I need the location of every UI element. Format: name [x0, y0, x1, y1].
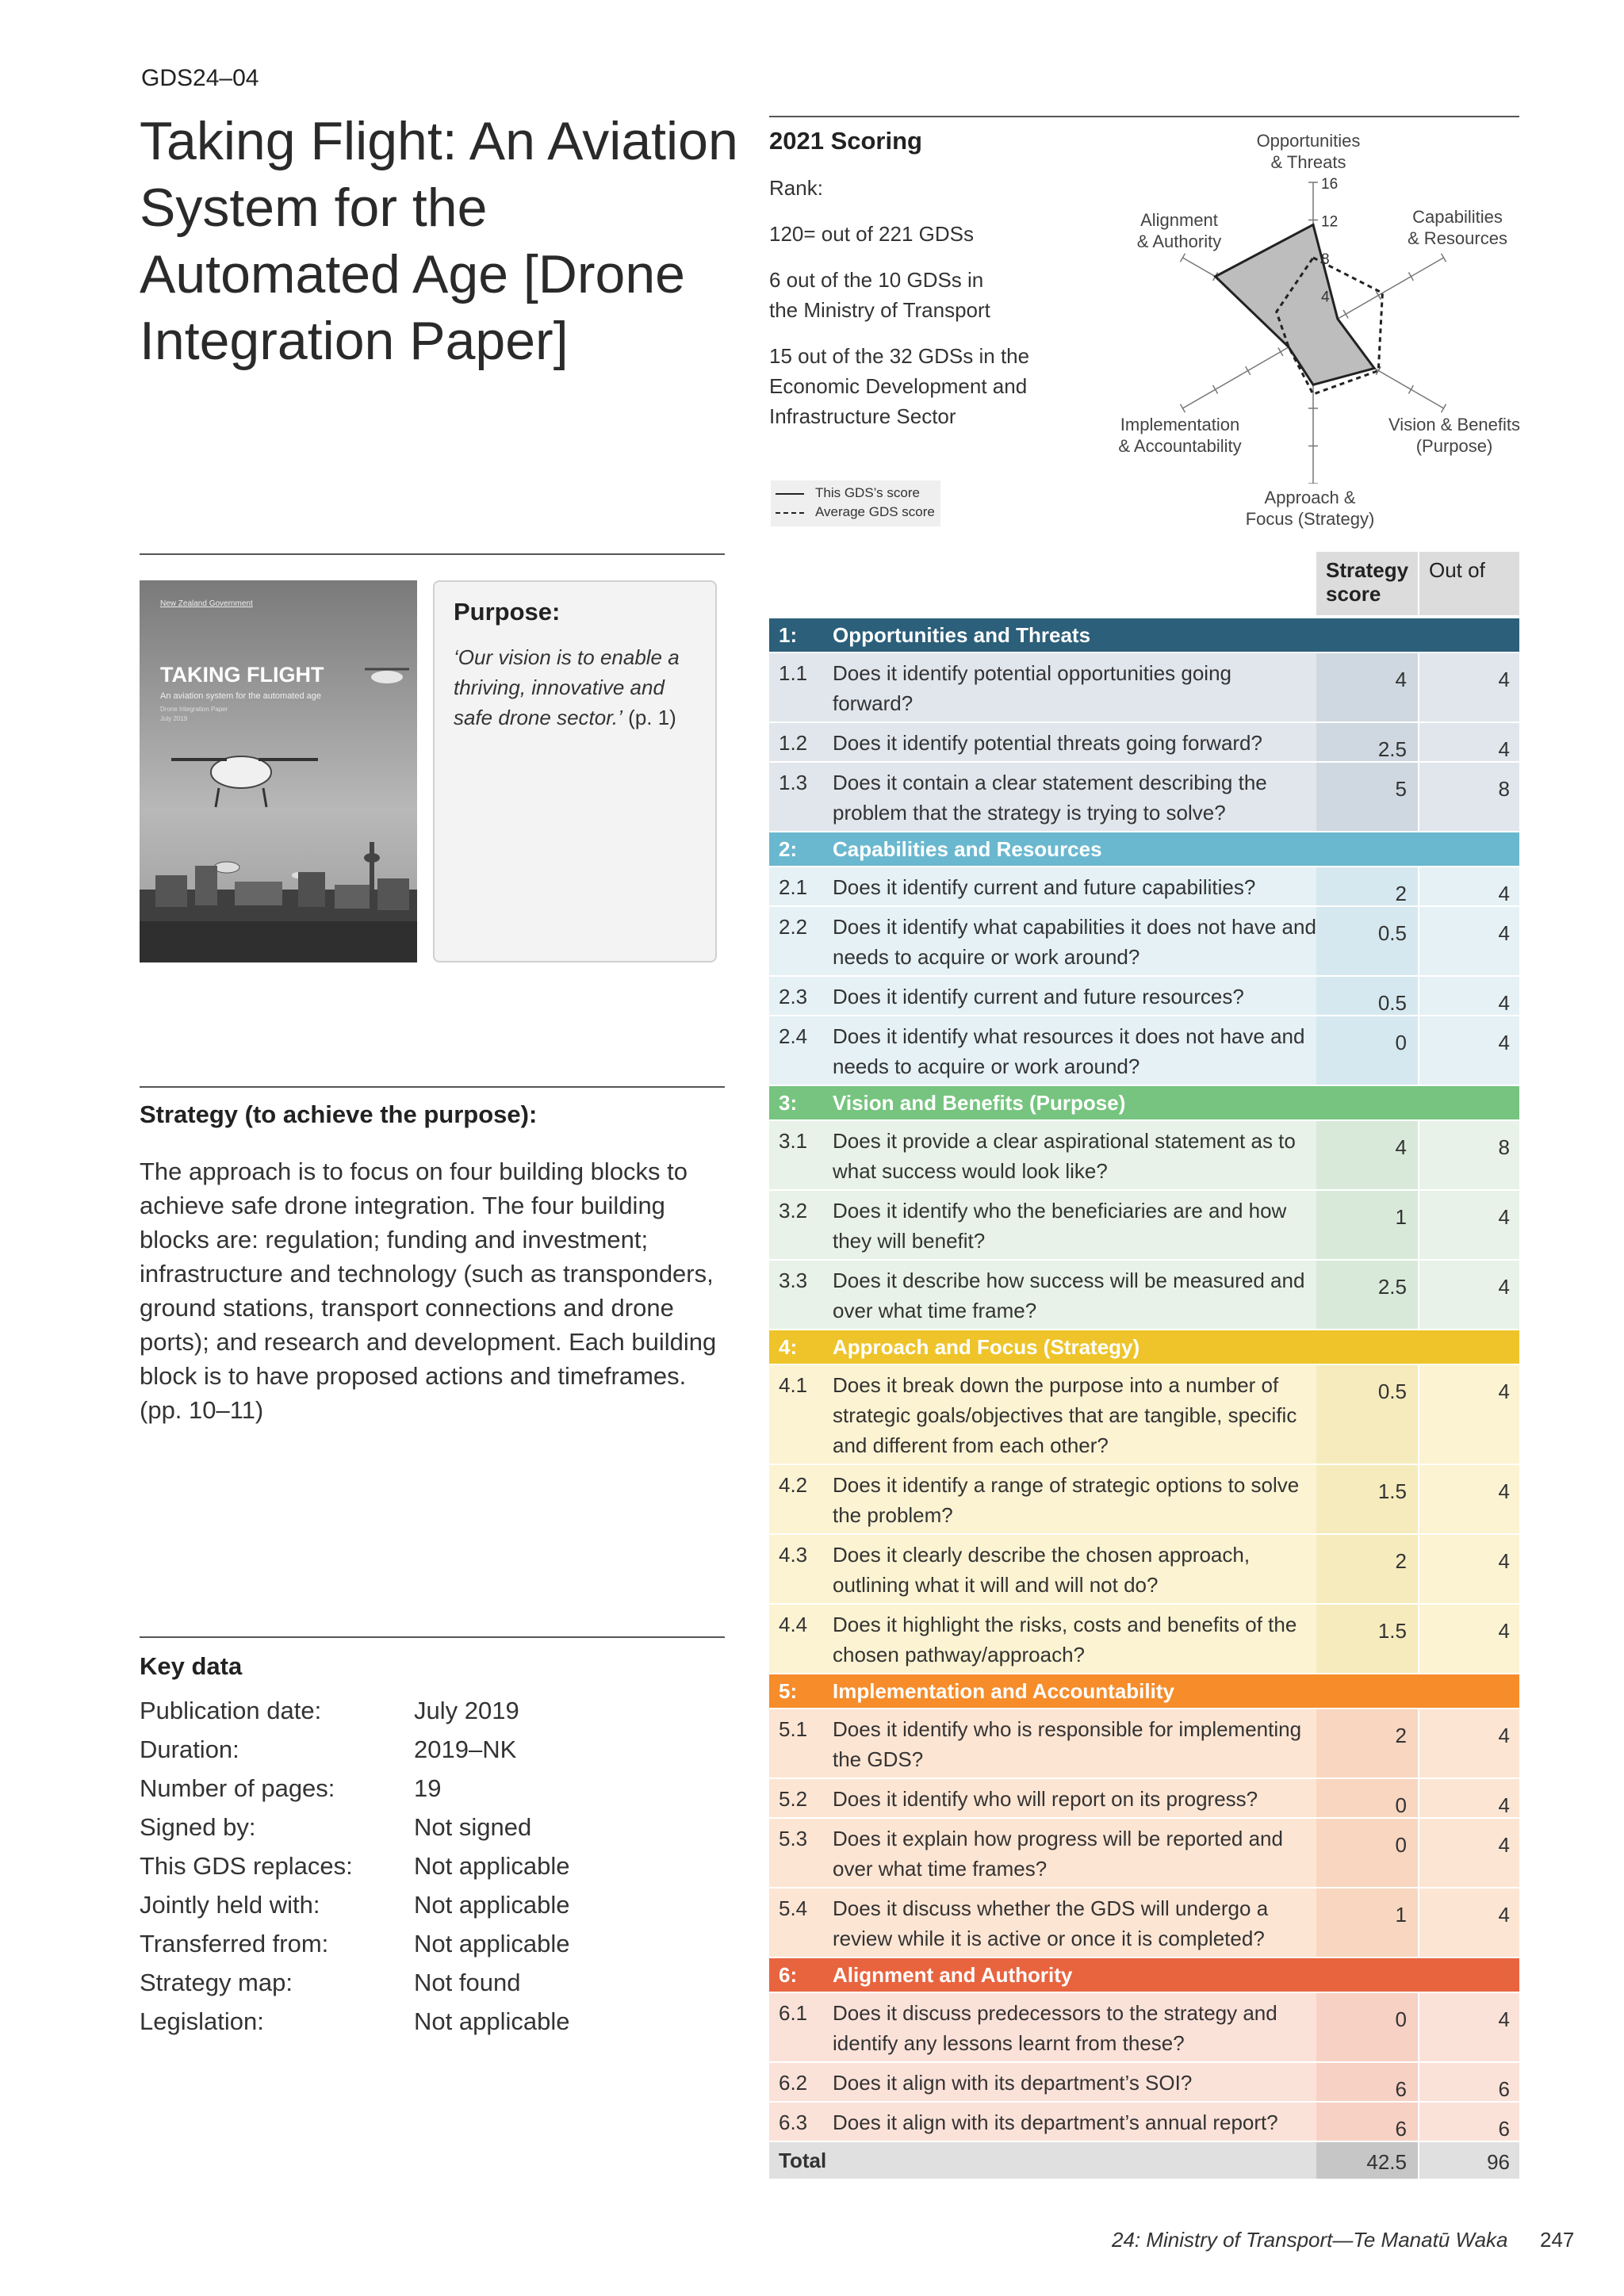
table-row: [769, 867, 1519, 905]
cover-gov-label: New Zealand Government: [160, 599, 253, 608]
section-header: [769, 1086, 1519, 1119]
strategy-text: The approach is to focus on four building blocks to achieve safe drone integration. The four building blocks are: regulation; funding and investment; infrastructure and technology (such as transponders, ground stations, transport connections and drone ports); and research and development. Each building block is to have proposed actions and timeframes. (pp. 10–11): [140, 1158, 717, 1424]
section-number: 5:: [779, 1679, 798, 1703]
out-of-score: 4: [1498, 2007, 1510, 2031]
legend-dashed-line-icon: [776, 512, 804, 514]
rank-ministry: 6 out of the 10 GDSs in: [769, 268, 984, 292]
question-number: 5.4: [779, 1896, 808, 1920]
radar-tick-mark: [1442, 404, 1446, 412]
purpose-heading: Purpose:: [454, 598, 561, 626]
key-data-value: 2019–NK: [414, 1735, 517, 1763]
strategy-score: 2.5: [1377, 1275, 1407, 1299]
footer-text: 24: Ministry of Transport—Te Manatū Waka: [1112, 2228, 1508, 2252]
out-of-score: 8: [1498, 1135, 1510, 1159]
strategy-score: 5: [1395, 777, 1407, 801]
out-of-score: 4: [1498, 991, 1510, 1015]
section-header: [769, 618, 1519, 652]
question-number: 2.1: [779, 875, 808, 899]
section-header: [769, 832, 1519, 866]
radar-axis-label-line: Approach &: [1264, 488, 1356, 507]
radar-axis-label-line: & Threats: [1270, 152, 1346, 172]
radar-tick-mark: [1343, 310, 1348, 318]
key-data-heading: Key data: [140, 1652, 243, 1680]
question-number: 4.2: [779, 1473, 808, 1497]
table-row: [769, 1535, 1519, 1603]
out-of-score: 4: [1498, 737, 1510, 761]
question-number: 5.3: [779, 1827, 808, 1850]
question-text: Does it discuss predecessors to the strategy and identify any lessons learnt from these?: [833, 2001, 1277, 2055]
question-text: Does it identify who the beneficiaries are and how they will benefit?: [833, 1199, 1287, 1253]
legend-label: Average GDS score: [815, 504, 935, 519]
total-score: 42.5: [1366, 2150, 1407, 2174]
question-number: 4.4: [779, 1613, 808, 1636]
key-data-value: Not applicable: [414, 2007, 570, 2035]
strategy-score: 6: [1395, 2117, 1407, 2141]
out-of-score: 6: [1498, 2117, 1510, 2141]
radar-axis-label-line: Capabilities: [1412, 207, 1503, 227]
radar-axis-label-line: Focus (Strategy): [1245, 509, 1375, 529]
column-header-score: Strategy score: [1316, 552, 1418, 615]
table-row: [769, 1016, 1519, 1085]
key-data-label: Signed by:: [140, 1813, 256, 1841]
out-of-score: 4: [1498, 1549, 1510, 1573]
section-title: Vision and Benefits (Purpose): [833, 1091, 1126, 1115]
question-text: Does it clearly describe the chosen approach, outlining what it will and will not do?: [833, 1543, 1251, 1597]
question-text: Does it identify who is responsible for implementing the GDS?: [833, 1717, 1302, 1771]
radar-axis-label: [1394, 206, 1521, 249]
radar-axis-label-line: Alignment: [1140, 210, 1218, 230]
total-row: [769, 2142, 1519, 2179]
question-text: Does it contain a clear statement describing the problem that the strategy is trying to solve?: [833, 771, 1267, 825]
strategy-score: 0: [1395, 1031, 1407, 1054]
total-out-of: 96: [1487, 2150, 1510, 2174]
section-number: 3:: [779, 1091, 798, 1115]
out-of-score: 4: [1498, 882, 1510, 905]
question-text: Does it highlight the risks, costs and benefits of the chosen pathway/approach?: [833, 1613, 1297, 1667]
radar-axis-label: [1232, 487, 1388, 530]
section-title: Approach and Focus (Strategy): [833, 1335, 1140, 1359]
strategy-score: 2: [1395, 1724, 1407, 1747]
radar-axis-label-line: (Purpose): [1415, 436, 1493, 456]
question-text: Does it explain how progress will be reported and over what time frames?: [833, 1827, 1283, 1881]
question-number: 4.1: [779, 1373, 808, 1397]
purpose-ref: (p. 1): [622, 706, 676, 729]
strategy-score: 2: [1395, 882, 1407, 905]
section-header: [769, 1958, 1519, 1992]
divider: [140, 1636, 725, 1638]
radar-axis-label-line: & Resources: [1408, 228, 1507, 248]
page-title: Taking Flight: An Aviation System for the Automated Age [Drone Integration Paper]: [140, 111, 738, 371]
radar-tick-mark: [1442, 254, 1446, 262]
question-text: Does it identify current and future capabilities?: [833, 875, 1256, 899]
question-number: 1.2: [779, 731, 808, 755]
key-data-label: This GDS replaces:: [140, 1852, 353, 1880]
radar-tick-mark: [1408, 273, 1413, 281]
out-of-score: 4: [1498, 1619, 1510, 1643]
strategy-score: 0: [1395, 2007, 1407, 2031]
question-number: 3.2: [779, 1199, 808, 1223]
strategy-score: 4: [1395, 1135, 1407, 1159]
question-number: 4.3: [779, 1543, 808, 1567]
question-text: Does it identify what resources it does not have and needs to acquire or work around?: [833, 1024, 1305, 1078]
strategy-score: 1.5: [1377, 1479, 1407, 1503]
radar-tick-mark: [1376, 291, 1381, 299]
key-data-value: 19: [414, 1774, 442, 1802]
section-number: 1:: [779, 623, 798, 647]
key-data-label: Legislation:: [140, 2007, 264, 2035]
table-row: [769, 1779, 1519, 1817]
cover-date: July 2019: [160, 715, 188, 722]
radar-axis-label-line: Vision & Benefits: [1388, 415, 1520, 434]
rank-overall: 120= out of 221 GDSs: [769, 222, 975, 246]
question-text: Does it align with its department’s SOI?: [833, 2071, 1193, 2095]
purpose-box: [433, 580, 717, 962]
key-data-value: July 2019: [414, 1697, 519, 1724]
key-data-label: Transferred from:: [140, 1930, 329, 1957]
cover-subtitle: An aviation system for the automated age: [160, 691, 322, 701]
rank-sector: Economic Development and: [769, 374, 1028, 398]
radar-tick-label: 8: [1321, 251, 1330, 268]
out-of-score: 4: [1498, 668, 1510, 691]
strategy-score: 0: [1395, 1793, 1407, 1817]
question-number: 2.4: [779, 1024, 808, 1048]
section-number: 2:: [779, 837, 798, 861]
out-of-score: 4: [1498, 1479, 1510, 1503]
key-data-value: Not applicable: [414, 1891, 570, 1919]
question-number: 2.2: [779, 915, 808, 939]
radar-tick-mark: [1408, 385, 1413, 393]
out-of-score: 4: [1498, 921, 1510, 945]
table-row: [769, 1888, 1519, 1957]
question-number: 3.1: [779, 1129, 808, 1153]
key-data-value: Not applicable: [414, 1930, 570, 1957]
section-number: 6:: [779, 1963, 798, 1987]
rank-label: Rank:: [769, 176, 823, 200]
key-data-value: Not applicable: [414, 1852, 570, 1880]
question-text: Does it identify potential threats going forward?: [833, 731, 1262, 755]
strategy-score: 6: [1395, 2077, 1407, 2101]
legend-solid-line-icon: [776, 493, 804, 495]
radar-axis-label-line: & Authority: [1136, 232, 1222, 251]
radar-axis-label-line: Opportunities: [1256, 131, 1361, 151]
radar-axis-label-line: Implementation: [1120, 415, 1240, 434]
radar-tick-mark: [1213, 385, 1218, 393]
table-row: [769, 907, 1519, 975]
key-data-label: Duration:: [140, 1735, 239, 1763]
table-row: [769, 1121, 1519, 1189]
key-data-label: Jointly held with:: [140, 1891, 320, 1919]
out-of-score: 4: [1498, 1724, 1510, 1747]
key-data-label: Strategy map:: [140, 1969, 293, 1996]
out-of-score: 6: [1498, 2077, 1510, 2101]
strategy-score: 0.5: [1377, 921, 1407, 945]
question-text: Does it identify potential opportunities going forward?: [833, 661, 1231, 715]
question-text: Does it identify what capabilities it does not have and needs to acquire or work around?: [833, 915, 1316, 969]
section-title: Opportunities and Threats: [833, 623, 1091, 647]
out-of-score: 4: [1498, 1833, 1510, 1857]
legend-item: [776, 485, 920, 501]
question-number: 6.3: [779, 2110, 808, 2134]
strategy-score: 0.5: [1377, 991, 1407, 1015]
table-row: [769, 977, 1519, 1015]
question-text: Does it provide a clear aspirational statement as to what success would look like?: [833, 1129, 1296, 1183]
radar-tick-mark: [1278, 348, 1283, 356]
chart-legend: [771, 480, 940, 526]
table-row: [769, 2063, 1519, 2101]
out-of-score: 8: [1498, 777, 1510, 801]
strategy-score: 2: [1395, 1549, 1407, 1573]
table-row: [769, 653, 1519, 721]
question-text: Does it identify current and future resources?: [833, 985, 1244, 1008]
divider: [769, 116, 1519, 117]
question-text: Does it describe how success will be measured and over what time frame?: [833, 1269, 1305, 1322]
strategy-score: 2.5: [1377, 737, 1407, 761]
table-row: [769, 2103, 1519, 2141]
question-number: 1.1: [779, 661, 808, 685]
total-label: Total: [779, 2149, 827, 2172]
key-data-label: Publication date:: [140, 1697, 322, 1724]
out-of-score: 4: [1498, 1793, 1510, 1817]
table-row: [769, 1191, 1519, 1259]
question-number: 6.1: [779, 2001, 808, 2025]
purpose-quote: ‘Our vision is to enable a thriving, innovative and safe drone sector.’: [454, 645, 680, 729]
table-row: [769, 1709, 1519, 1777]
section-number: 4:: [779, 1335, 798, 1359]
page-number: 247: [1540, 2228, 1575, 2252]
rank-sector: 15 out of the 32 GDSs in the: [769, 344, 1030, 368]
question-number: 3.3: [779, 1269, 808, 1292]
table-row: [769, 1465, 1519, 1533]
strategy-score: 1: [1395, 1205, 1407, 1229]
question-text: Does it align with its department’s annual report?: [833, 2110, 1278, 2134]
scoring-heading: 2021 Scoring: [769, 127, 922, 155]
question-number: 5.2: [779, 1787, 808, 1811]
radar-tick-label: 16: [1321, 176, 1339, 193]
question-text: Does it discuss whether the GDS will undergo a review while it is active or once it is completed?: [833, 1896, 1269, 1950]
purpose-text: [454, 642, 704, 733]
table-row: [769, 1819, 1519, 1887]
radar-axis-label: [1242, 130, 1375, 173]
radar-axis-label: [1377, 414, 1532, 457]
key-data-label: Number of pages:: [140, 1774, 335, 1802]
divider: [140, 1086, 725, 1088]
table-row: [769, 1261, 1519, 1329]
section-title: Implementation and Accountability: [833, 1679, 1174, 1703]
strategy-score: 1: [1395, 1903, 1407, 1927]
cover-meta: Drone Integration Paper: [160, 706, 228, 713]
question-text: Does it break down the purpose into a number of strategic goals/objectives that are tangible, specific and different from each other?: [833, 1373, 1297, 1457]
section-title: Alignment and Authority: [833, 1963, 1073, 1987]
radar-tick-mark: [1246, 366, 1251, 374]
table-row: [769, 1605, 1519, 1673]
question-number: 6.2: [779, 2071, 808, 2095]
out-of-score: 4: [1498, 1031, 1510, 1054]
question-number: 2.3: [779, 985, 808, 1008]
section-header: [769, 1330, 1519, 1364]
divider: [140, 553, 725, 555]
cover-image: [140, 580, 417, 962]
question-number: 1.3: [779, 771, 808, 794]
question-text: Does it identify a range of strategic options to solve the problem?: [833, 1473, 1300, 1527]
out-of-score: 4: [1498, 1903, 1510, 1927]
radar-axis-label-line: & Accountability: [1118, 436, 1242, 456]
strategy-score: 1.5: [1377, 1619, 1407, 1643]
table-row: [769, 763, 1519, 831]
rank-sector: Infrastructure Sector: [769, 404, 956, 428]
key-data-value: Not found: [414, 1969, 521, 1996]
column-header-out-of: Out of: [1419, 552, 1519, 615]
question-text: Does it identify who will report on its progress?: [833, 1787, 1258, 1811]
section-title: Capabilities and Resources: [833, 837, 1102, 861]
radar-tick-label: 12: [1321, 213, 1339, 231]
table-row: [769, 723, 1519, 761]
radar-axis-label: [1102, 414, 1258, 457]
cover-title: TAKING FLIGHT: [160, 663, 324, 687]
radar-tick-mark: [1180, 404, 1185, 412]
radar-tick-label: 4: [1321, 289, 1330, 306]
cover-artwork: [140, 580, 417, 962]
legend-label: This GDS’s score: [815, 485, 920, 500]
question-number: 5.1: [779, 1717, 808, 1741]
table-row: [769, 1365, 1519, 1464]
strategy-heading: Strategy (to achieve the purpose):: [140, 1100, 538, 1128]
rank-ministry: the Ministry of Transport: [769, 298, 990, 322]
strategy-score: 4: [1395, 668, 1407, 691]
legend-item: [776, 504, 935, 520]
strategy-score: 0.5: [1377, 1380, 1407, 1403]
table-row: [769, 1993, 1519, 2061]
strategy-score: 0: [1395, 1833, 1407, 1857]
out-of-score: 4: [1498, 1380, 1510, 1403]
out-of-score: 4: [1498, 1275, 1510, 1299]
row-background: [769, 2142, 1316, 2179]
out-of-score: 4: [1498, 1205, 1510, 1229]
radar-tick-mark: [1180, 254, 1185, 262]
key-data-value: Not signed: [414, 1813, 532, 1841]
section-header: [769, 1674, 1519, 1708]
radar-axis-label: [1115, 209, 1243, 252]
document-code: GDS24–04: [141, 65, 259, 91]
